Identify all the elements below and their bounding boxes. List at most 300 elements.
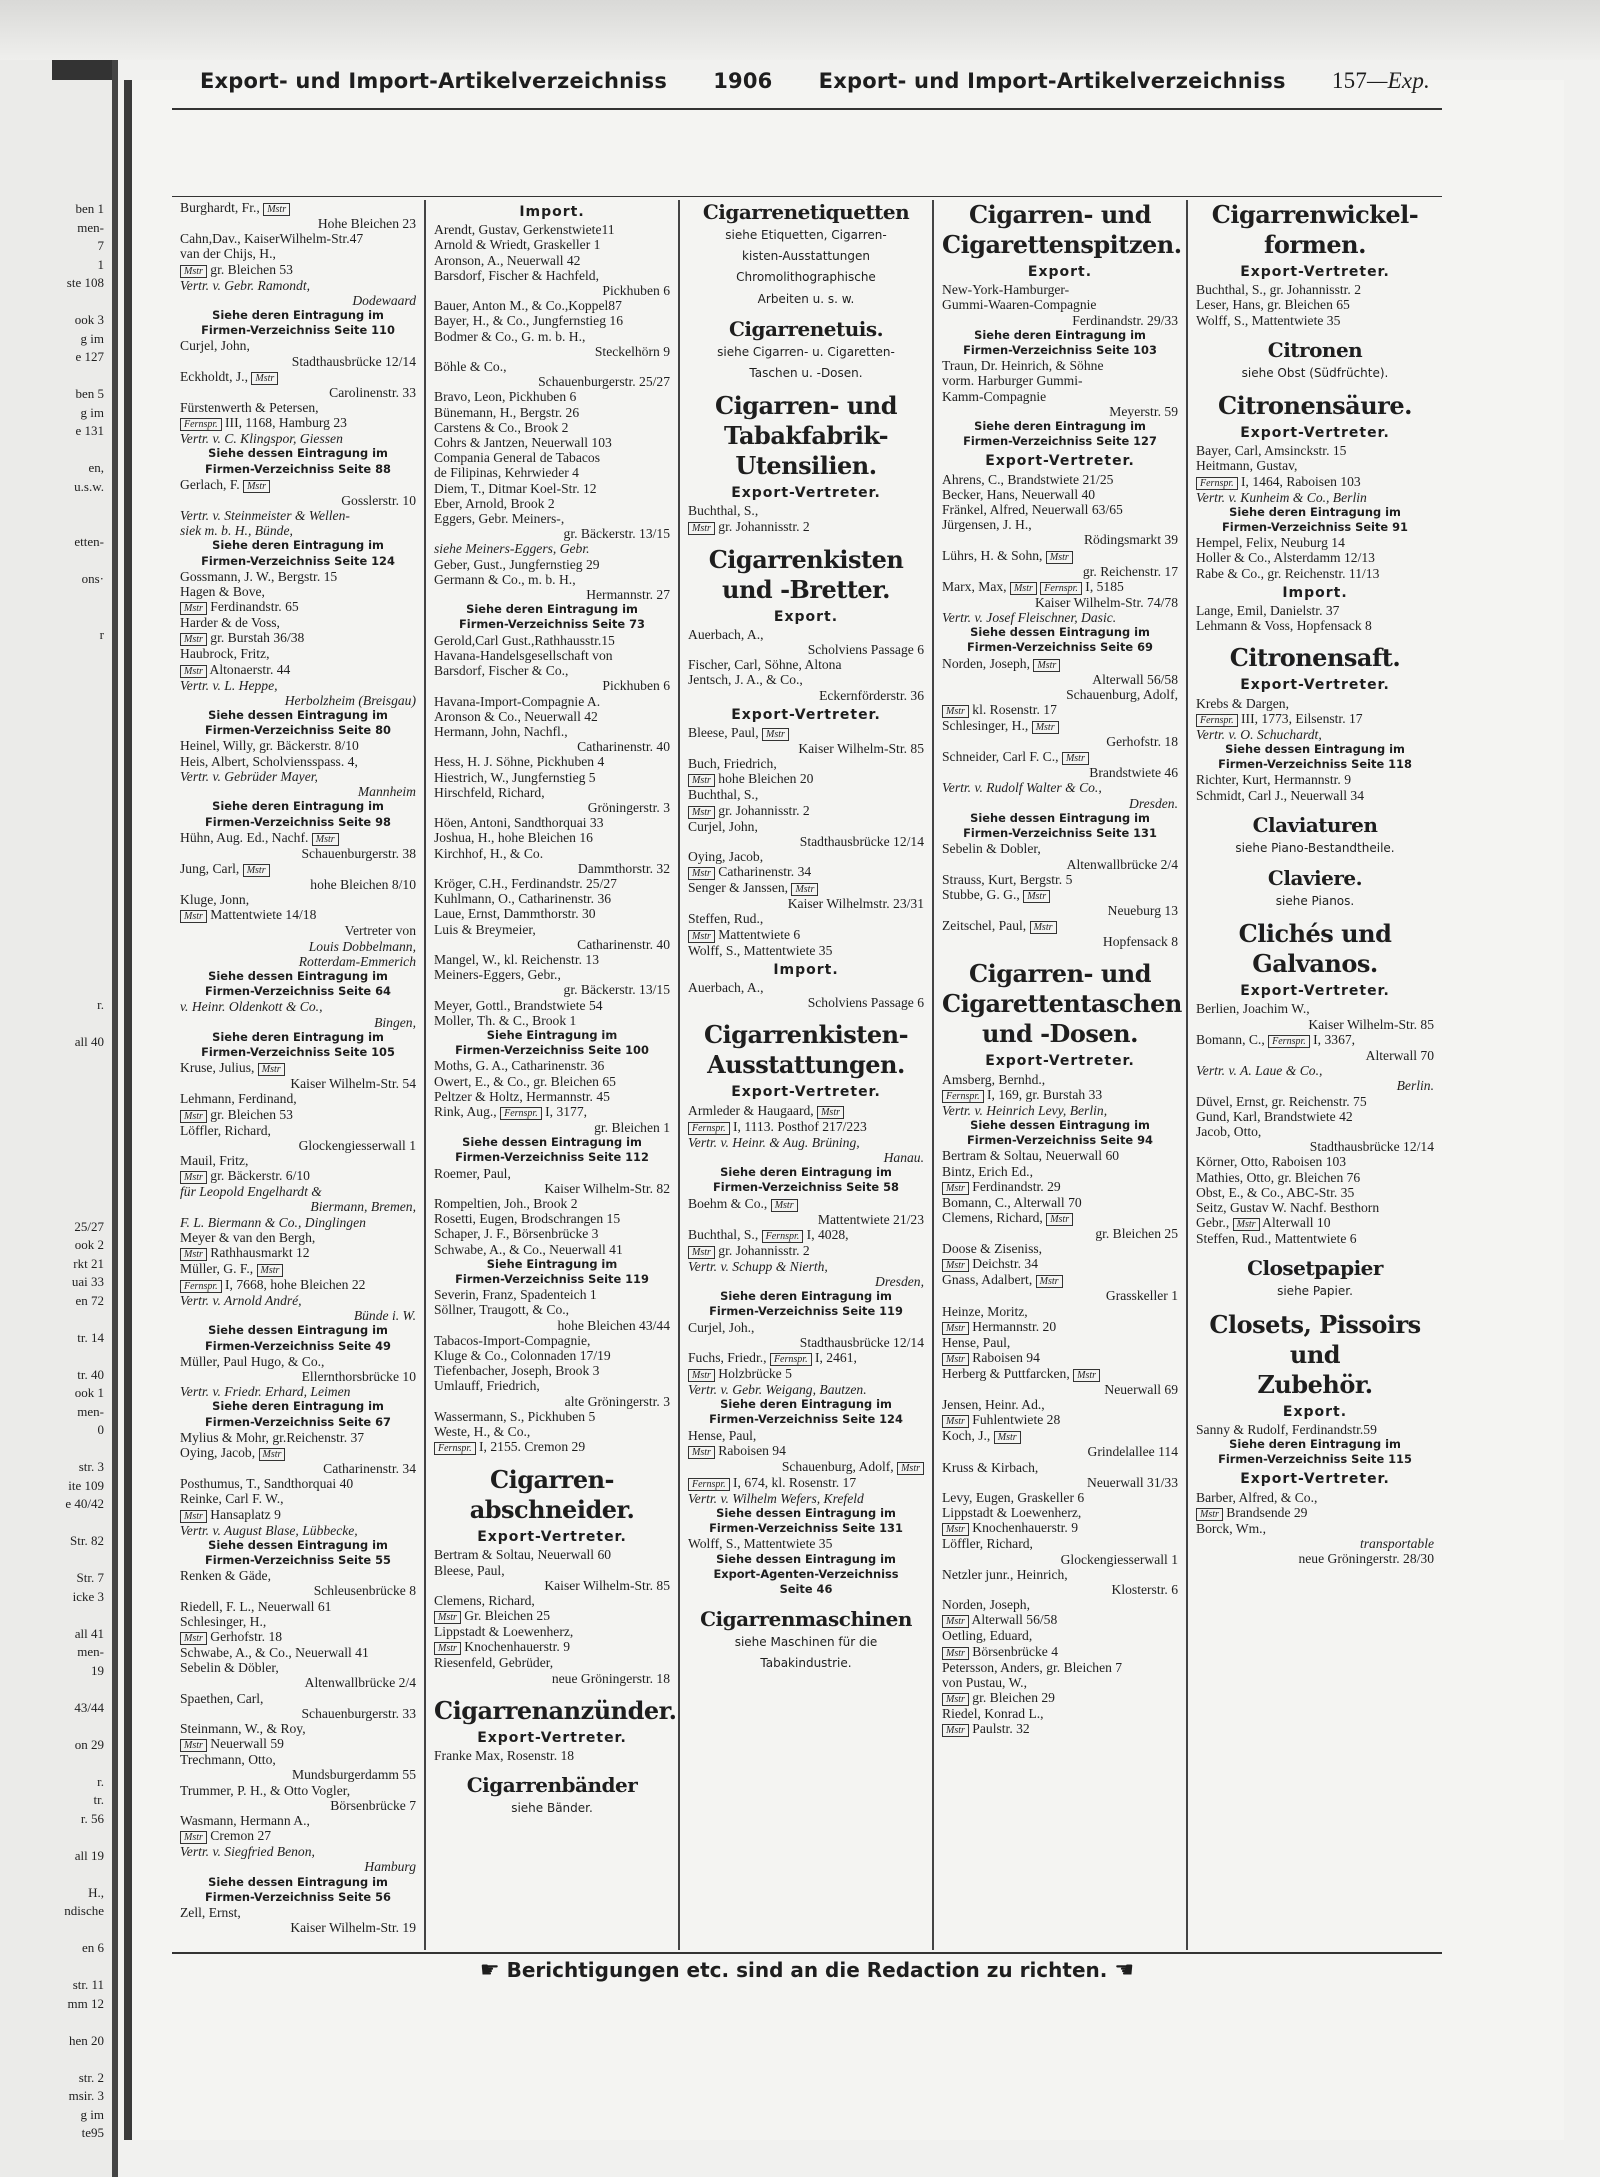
entry-line: Moths, G. A., Catharinenstr. 36: [434, 1058, 605, 1074]
sample-mark-icon: Mstr: [942, 1647, 969, 1660]
adjacent-text-fragment: [0, 1107, 112, 1126]
section-heading: [942, 200, 1182, 260]
entry-line: Trummer, P. H., & Otto Vogler,: [180, 1782, 351, 1798]
see-reference: kisten-Ausstattungen: [742, 249, 870, 264]
entry-line: Bleese, Paul, Mstr: [688, 725, 924, 741]
subsection-label: Export.: [773, 608, 839, 625]
entry-line: Kaiser Wilhelmstr. 23/31: [787, 896, 924, 912]
entry-line: Umlauff, Friedrich,: [434, 1378, 540, 1394]
entry-line: Becker, Hans, Neuerwall 40: [942, 486, 1096, 502]
entry-line: Fernspr. I, 7668, hohe Bleichen 22: [180, 1277, 416, 1293]
sample-mark-icon: Mstr: [942, 1415, 969, 1428]
sample-mark-icon: Mstr: [688, 774, 715, 787]
entry-line: Mstr Fuhlentwiete 28: [942, 1412, 1178, 1428]
sample-mark-icon: Mstr: [942, 1259, 969, 1272]
entry-line: Mstr gr. Bäckerstr. 6/10: [180, 1168, 416, 1184]
entry-line: Mstr Cremon 27: [180, 1828, 416, 1844]
sample-mark-icon: Mstr: [180, 1510, 207, 1523]
adjacent-text-fragment: all 40: [74, 1033, 104, 1049]
entry-line: Mathies, Otto, gr. Bleichen 76: [1196, 1169, 1361, 1185]
entry-line: Cohrs & Jantzen, Neuerwall 103: [434, 435, 612, 451]
pointing-hand-right-icon: ☚: [1114, 1958, 1135, 1983]
entry-line: Hiestrich, W., Jungfernstieg 5: [434, 769, 596, 785]
section-heading-line: abschneider.: [469, 1495, 635, 1525]
entry-line: Müller, G. F., Mstr: [180, 1261, 416, 1277]
section-heading-line: Citronensaft.: [1229, 643, 1401, 673]
adjacent-text-fragment: [0, 1144, 112, 1163]
cross-reference-note: Firmen-Verzeichniss Seite 124: [201, 553, 395, 568]
entry-line: Obst, E., & Co., ABC-Str. 35: [1196, 1184, 1355, 1200]
entry-line: Mannheim: [357, 784, 416, 800]
sample-mark-icon: Mstr: [180, 1831, 207, 1844]
cross-reference-note: Firmen-Verzeichniss Seite 56: [205, 1889, 391, 1904]
adjacent-text-fragment: [0, 700, 112, 719]
entry-line: Müller, Paul Hugo, & Co.,: [180, 1353, 325, 1369]
entry-line: Hense, Paul,: [688, 1427, 757, 1443]
adjacent-text-fragment: [0, 441, 112, 460]
telephone-mark-icon: Fernspr.: [500, 1107, 542, 1120]
sample-mark-icon: Mstr: [434, 1642, 461, 1655]
section-heading-line: Cigarren-: [489, 1465, 615, 1495]
section-heading-line: Ausstattungen.: [707, 1050, 905, 1080]
entry-line: Stadthausbrücke 12/14: [799, 1334, 924, 1350]
cross-reference-note: Siehe deren Eintragung im: [1229, 504, 1401, 519]
subsection-label: Export-Vertreter.: [985, 453, 1135, 470]
cross-reference-note: Firmen-Verzeichniss Seite 119: [709, 1304, 903, 1319]
columns-container: [172, 200, 1442, 1950]
entry-line: Fernspr. I, 1464, Raboisen 103: [1196, 474, 1434, 490]
entry-line: Höen, Antoni, Sandthorquai 33: [434, 815, 604, 831]
entry-line: Neuerwall 69: [1104, 1381, 1178, 1397]
adjacent-text-fragment: tr.: [93, 1792, 104, 1807]
entry-line: Oying, Jacob, Mstr: [180, 1445, 416, 1461]
see-reference: Taschen u. -Dosen.: [749, 366, 863, 381]
entry-line: Scholviens Passage 6: [807, 995, 924, 1011]
entry-line: Mstr Raboisen 94: [942, 1350, 1178, 1366]
header-left-title: Export- und Import-Artikelverzeichniss: [200, 69, 668, 93]
section-heading: Citronen: [1267, 337, 1363, 362]
adjacent-text-fragment: g im: [80, 404, 104, 420]
telephone-mark-icon: Fernspr.: [770, 1353, 812, 1366]
entry-line: Curjel, John,: [180, 338, 250, 354]
sample-mark-icon: Mstr: [180, 633, 207, 646]
entry-line: Hense, Paul,: [942, 1334, 1011, 1350]
entry-line: Sanny & Rudolf, Ferdinandstr.59: [1196, 1421, 1377, 1437]
entry-line: Mstr Mattentwiete 14/18: [180, 907, 416, 923]
section-heading-line: Utensilien.: [735, 451, 877, 481]
entry-line: Weste, H., & Co.,: [434, 1424, 531, 1440]
adjacent-text-fragment: [0, 1754, 112, 1773]
telephone-mark-icon: Fernspr.: [180, 1280, 222, 1293]
entry-line: Gosslerstr. 10: [341, 492, 416, 508]
cross-reference-note: Siehe dessen Eintragung im: [462, 1135, 642, 1150]
entry-line: Buchthal, S., gr. Johannisstr. 2: [1196, 282, 1362, 298]
cross-reference-note: Siehe deren Eintragung im: [212, 308, 384, 323]
adjacent-text-fragment: [0, 1088, 112, 1107]
entry-line: siehe Meiners-Eggers, Gebr.: [434, 541, 590, 557]
adjacent-text-fragment: g im: [80, 330, 104, 346]
entry-line: Gerold,Carl Gust.,Rathhausstr.15: [434, 632, 615, 648]
page-left-border: [124, 80, 132, 2140]
entry-line: Mstr gr. Bleichen 29: [942, 1690, 1178, 1706]
cross-reference-note: Siehe deren Eintragung im: [974, 327, 1146, 342]
adjacent-text-fragment: men-: [77, 1403, 104, 1419]
entry-line: Ferdinandstr. 29/33: [1072, 312, 1178, 328]
entry-line: Herbolzheim (Breisgau): [284, 692, 416, 708]
entry-line: Curjel, Joh.,: [688, 1319, 755, 1335]
adjacent-text-fragment: 43/44: [74, 1699, 104, 1715]
cross-reference-note: Firmen-Verzeichniss Seite 94: [967, 1133, 1153, 1148]
adjacent-text-fragment: [0, 1551, 112, 1570]
cross-reference-note: Firmen-Verzeichniss Seite 103: [963, 343, 1157, 358]
entry-line: Mstr Ferdinandstr. 65: [180, 599, 416, 615]
cross-reference-note: Firmen-Verzeichniss Seite 118: [1218, 757, 1412, 772]
entry-line: Trechmann, Otto,: [180, 1752, 276, 1768]
adjacent-text-fragment: uai 33: [71, 1274, 104, 1289]
entry-line: Richter, Kurt, Hermannstr. 9: [1196, 772, 1351, 788]
cross-reference-note: Siehe Eintragung im: [486, 1027, 618, 1042]
adjacent-text-fragment: [0, 959, 112, 978]
entry-line: Sebelin & Döbler,: [180, 1660, 279, 1676]
sample-mark-icon: Mstr: [688, 1369, 715, 1382]
entry-line: Mattentwiete 21/23: [817, 1211, 924, 1227]
cross-reference-note: Firmen-Verzeichniss Seite 69: [967, 640, 1153, 655]
section-heading-line: Cigarettenspitzen.: [942, 230, 1182, 259]
adjacent-text-fragment: [0, 681, 112, 700]
entry-line: hohe Bleichen 43/44: [557, 1317, 670, 1333]
entry-line: neue Gröningerstr. 18: [551, 1670, 670, 1686]
adjacent-text-fragment: 7: [97, 238, 104, 253]
entry-line: Oetling, Eduard,: [942, 1628, 1033, 1644]
entry-line: Bodmer & Co., G. m. b. H.,: [434, 328, 586, 344]
sample-mark-icon: Mstr: [942, 705, 969, 718]
entry-line: Arnold & Wriedt, Graskeller 1: [434, 237, 601, 253]
entry-line: Aronson & Co., Neuerwall 42: [434, 708, 598, 724]
entry-line: Arendt, Gustav, Gerkenstwiete11: [434, 222, 615, 238]
sample-mark-icon: Mstr: [942, 1724, 969, 1737]
sample-mark-icon: Mstr: [688, 522, 715, 535]
section-heading: Cigarrenmaschinen: [700, 1607, 912, 1632]
entry-line: für Leopold Engelhardt &: [180, 1184, 322, 1200]
adjacent-text-fragment: Str. 82: [70, 1533, 104, 1548]
entry-line: Norden, Joseph,: [942, 1597, 1030, 1613]
adjacent-text-fragment: [0, 1125, 112, 1144]
sample-mark-icon: Mstr: [791, 883, 818, 896]
cross-reference-note: Firmen-Verzeichniss Seite 115: [1218, 1452, 1412, 1467]
subsection-label: Export-Vertreter.: [731, 706, 881, 723]
entry-line: Mstr Holzbrücke 5: [688, 1366, 924, 1382]
entry-line: Bünemann, H., Bergstr. 26: [434, 404, 580, 420]
entry-line: Bingen,: [374, 1014, 416, 1030]
entry-line: Riedel, Konrad L.,: [942, 1706, 1044, 1721]
entry-line: von Pustau, W.,: [942, 1674, 1027, 1690]
cross-reference-note: Firmen-Verzeichniss Seite 49: [205, 1338, 391, 1353]
entry-line: Mstr Neuerwall 59: [180, 1736, 416, 1752]
sample-mark-icon: Mstr: [1046, 1213, 1073, 1226]
entry-line: Leser, Hans, gr. Bleichen 65: [1196, 297, 1350, 313]
entry-line: Altenwallbrücke 2/4: [304, 1675, 416, 1691]
entry-line: Netzler junr., Heinrich,: [942, 1566, 1068, 1582]
see-reference: siehe Bänder.: [511, 1801, 593, 1816]
section-heading-line: Cigarrenwickel-: [1211, 200, 1419, 229]
entry-line: Alterwall 70: [1365, 1047, 1434, 1063]
cross-reference-note: Siehe deren Eintragung im: [212, 538, 384, 553]
cross-reference-note: Siehe dessen Eintragung im: [716, 1551, 896, 1566]
entry-line: Curjel, John,: [688, 818, 758, 834]
entry-line: Mstr gr. Johannisstr. 2: [688, 519, 924, 535]
entry-line: Grindelallee 114: [1087, 1444, 1178, 1460]
entry-line: Mstr gr. Bleichen 53: [180, 262, 416, 278]
entry-line: Mstr Brandsende 29: [1196, 1505, 1434, 1521]
entry-line: Vertr. v. Gebrüder Mayer,: [180, 768, 318, 784]
entry-line: Hühn, Aug. Ed., Nachf. Mstr: [180, 830, 416, 846]
section-heading-line: Cigarrenkisten-: [703, 1020, 909, 1050]
entry-line: Kuhlmann, O., Catharinenstr. 36: [434, 891, 612, 907]
cross-reference-note: Firmen-Verzeichniss Seite 64: [205, 984, 391, 999]
entry-line: Havana-Handelsgesellschaft von: [434, 647, 613, 663]
sample-mark-icon: Mstr: [942, 1353, 969, 1366]
entry-line: Owert, E., & Co., gr. Bleichen 65: [434, 1073, 616, 1089]
entry-line: Kaiser Wilhelm-Str. 54: [290, 1076, 416, 1092]
sample-mark-icon: Mstr: [1196, 1508, 1223, 1521]
subsection-label: Export-Vertreter.: [1240, 1471, 1390, 1488]
entry-line: Gnass, Adalbert, Mstr: [942, 1272, 1178, 1288]
entry-line: Mstr Catharinenstr. 34: [688, 864, 924, 880]
entry-line: Kirchhof, H., & Co.: [434, 845, 544, 861]
entry-line: Glockengiesserwall 1: [1060, 1551, 1178, 1567]
adjacent-text-fragment: [0, 737, 112, 756]
entry-line: Barber, Alfred, & Co.,: [1196, 1489, 1318, 1505]
entry-line: Meyer, Gottl., Brandstwiete 54: [434, 997, 603, 1013]
adjacent-text-fragment: [0, 1181, 112, 1200]
entry-line: Kaiser Wilhelm-Str. 85: [1308, 1016, 1434, 1032]
entry-line: Hermannstr. 27: [586, 587, 670, 603]
section-heading-line: formen.: [1264, 230, 1366, 259]
adjacent-text-fragment: te95: [81, 2125, 104, 2140]
adjacent-text-fragment: ook 1: [74, 1385, 104, 1400]
entry-line: Eber, Arnold, Brook 2: [434, 495, 555, 511]
entry-line: Hopfensack 8: [1102, 934, 1178, 950]
entry-line: Mstr gr. Johannisstr. 2: [688, 1243, 924, 1259]
adjacent-text-fragment: [0, 663, 112, 682]
adjacent-text-fragment: mm 12: [67, 1995, 104, 2011]
entry-line: van der Chijs, H.,: [180, 246, 276, 262]
entry-line: Holler & Co., Alsterdamm 12/13: [1196, 550, 1375, 566]
adjacent-text-fragment: 25/27: [74, 1218, 104, 1234]
entry-line: Düvel, Ernst, gr. Reichenstr. 75: [1196, 1093, 1367, 1109]
cross-reference-note: Seite 46: [779, 1581, 833, 1596]
entry-line: Mangel, W., kl. Reichenstr. 13: [434, 951, 599, 967]
entry-line: Germann & Co., m. b. H.,: [434, 571, 576, 587]
entry-line: Dammthorstr. 32: [577, 860, 670, 876]
entry-line: Meyerstr. 59: [1109, 403, 1178, 419]
entry-line: alte Gröningerstr. 3: [564, 1393, 670, 1409]
entry-line: Vertr. v. Gebr. Weigang, Bautzen.: [688, 1381, 867, 1397]
sample-mark-icon: Mstr: [942, 1182, 969, 1195]
subsection-label: Export-Vertreter.: [1240, 425, 1390, 442]
entry-line: Lehmann & Voss, Hopfensack 8: [1196, 618, 1372, 634]
entry-line: Kamm-Compagnie: [942, 388, 1047, 404]
adjacent-text-fragment: [0, 1162, 112, 1181]
telephone-mark-icon: Fernspr.: [688, 1122, 730, 1135]
entry-line: Rabe & Co., gr. Reichenstr. 11/13: [1196, 565, 1380, 581]
entry-line: Burghardt, Fr., Mstr: [180, 200, 416, 216]
entry-line: Pickhuben 6: [602, 283, 670, 299]
sample-mark-icon: Mstr: [243, 864, 270, 877]
sample-mark-icon: Mstr: [688, 1246, 715, 1259]
entry-line: Schmidt, Carl J., Neuerwall 34: [1196, 787, 1365, 803]
entry-line: Borck, Wm.,: [1196, 1520, 1266, 1536]
entry-line: Mstr kl. Rosenstr. 17: [942, 702, 1178, 718]
sample-mark-icon: Mstr: [817, 1106, 844, 1119]
adjacent-text-fragment: en 6: [81, 1940, 104, 1955]
cross-reference-note: Siehe dessen Eintragung im: [208, 1323, 388, 1338]
adjacent-text-fragment: r.: [97, 996, 104, 1012]
adjacent-text-fragment: ben 5: [75, 386, 104, 401]
entry-line: Mylius & Mohr, gr.Reichenstr. 37: [180, 1429, 365, 1445]
sample-mark-icon: Mstr: [771, 1199, 798, 1212]
entry-line: gr. Bleichen 25: [1095, 1225, 1178, 1241]
entry-line: Vertr. v. Gebr. Ramondt,: [180, 277, 311, 293]
adjacent-text-fragment: tr. 40: [77, 1366, 104, 1382]
section-heading-line: Cigarrenkisten: [708, 544, 904, 574]
sample-mark-icon: Mstr: [688, 1446, 715, 1459]
sample-mark-icon: Mstr: [942, 1615, 969, 1628]
entry-line: Vertr. v. Steinmeister & Wellen-: [180, 508, 350, 524]
adjacent-text-fragment: [0, 774, 112, 793]
adjacent-text-fragment: [0, 1051, 112, 1070]
entry-line: F. L. Biermann & Co., Dinglingen: [180, 1214, 366, 1230]
entry-line: Luis & Breymeier,: [434, 921, 536, 937]
entry-line: Tabacos-Import-Compagnie,: [434, 1332, 591, 1348]
entry-line: Vertr. v. Kunheim & Co., Berlin: [1196, 489, 1367, 505]
entry-line: Bauer, Anton M., & Co.,Koppel87: [434, 298, 622, 314]
entry-line: Krebs & Dargen,: [1196, 695, 1289, 711]
section-heading: Claviaturen: [1252, 812, 1378, 837]
see-reference: siehe Papier.: [1277, 1284, 1353, 1299]
entry-line: Wassermann, S., Pickhuben 5: [434, 1408, 596, 1424]
entry-line: Renken & Gäde,: [180, 1568, 271, 1584]
sample-mark-icon: Mstr: [1010, 582, 1037, 595]
adjacent-text-fragment: tr. 14: [77, 1329, 104, 1345]
adjacent-text-fragment: g im: [80, 2106, 104, 2122]
entry-line: Vertr. v. A. Laue & Co.,: [1196, 1063, 1323, 1079]
entry-line: Carolinenstr. 33: [329, 384, 416, 400]
entry-line: Fränkel, Alfred, Neuerwall 63/65: [942, 502, 1123, 518]
entry-line: Steffen, Rud., Mattentwiete 6: [1196, 1231, 1357, 1247]
header-year: 1906: [713, 69, 773, 93]
entry-line: Wolff, S., Mattentwiete 35: [688, 942, 833, 958]
adjacent-text-fragment: r.: [97, 1773, 104, 1789]
entry-line: Posthumus, T., Sandthorquai 40: [180, 1476, 354, 1492]
sample-mark-icon: Mstr: [1030, 921, 1057, 934]
entry-line: transportable: [1359, 1535, 1434, 1551]
running-header: [200, 68, 1430, 102]
adjacent-text-fragment: r. 56: [80, 1810, 104, 1826]
entry-line: Levy, Eugen, Graskeller 6: [942, 1489, 1085, 1505]
entry-line: Kröger, C.H., Ferdinandstr. 25/27: [434, 875, 617, 891]
cross-reference-note: Firmen-Verzeichniss Seite 88: [205, 461, 391, 476]
entry-line: Lührs, H. & Sohn, Mstr: [942, 548, 1178, 564]
telephone-mark-icon: Fernspr.: [1040, 582, 1082, 595]
entry-line: Fernspr. III, 1773, Eilsenstr. 17: [1196, 711, 1434, 727]
adjacent-text-fragment: etten-: [74, 534, 104, 549]
entry-line: Grasskeller 1: [1105, 1288, 1178, 1304]
entry-line: Vertr. v. Heinrich Levy, Berlin,: [942, 1102, 1108, 1118]
entry-line: Joshua, H., hohe Bleichen 16: [434, 830, 593, 846]
entry-line: Stadthausbrücke 12/14: [1309, 1139, 1434, 1155]
entry-line: Gummi-Waaren-Compagnie: [942, 297, 1097, 313]
adjacent-text-fragment: hen 20: [68, 2032, 104, 2048]
section-heading-line: Cigarren- und: [714, 391, 898, 421]
entry-line: Fernspr. III, 1168, Hamburg 23: [180, 415, 416, 431]
entry-line: Spaethen, Carl,: [180, 1690, 264, 1706]
section-heading: [1196, 200, 1434, 260]
cross-reference-note: Siehe deren Eintragung im: [720, 1289, 892, 1304]
see-reference: Tabakindustrie.: [760, 1656, 852, 1671]
entry-line: Hirschfeld, Richard,: [434, 784, 545, 800]
entry-line: Meiners-Eggers, Gebr.,: [434, 967, 561, 983]
entry-line: Berlien, Joachim W.,: [1196, 1001, 1310, 1017]
entry-line: Mstr Hermannstr. 20: [942, 1319, 1178, 1335]
adjacent-text-fragment: [0, 367, 112, 386]
see-reference: Chromolithographische: [736, 270, 876, 285]
cross-reference-note: Siehe dessen Eintragung im: [208, 968, 388, 983]
entry-line: Berlin.: [1396, 1078, 1434, 1094]
adjacent-text-fragment: ook 2: [74, 1237, 104, 1252]
subsection-label: Export-Vertreter.: [985, 1053, 1135, 1070]
entry-line: Biermann, Bremen,: [310, 1199, 416, 1215]
telephone-mark-icon: Fernspr.: [1196, 714, 1238, 727]
entry-line: Rosetti, Eugen, Brodschrangen 15: [434, 1211, 621, 1227]
cross-reference-note: Siehe dessen Eintragung im: [970, 1117, 1150, 1132]
entry-line: Heis, Albert, Scholviensspass. 4,: [180, 753, 358, 769]
entry-line: Vertr. v. C. Klingspor, Giessen: [180, 431, 343, 447]
sample-mark-icon: Mstr: [259, 1448, 286, 1461]
adjacent-text-fragment: [0, 1199, 112, 1218]
subsection-label: Import.: [773, 961, 839, 978]
cross-reference-note: Siehe dessen Eintragung im: [208, 708, 388, 723]
entry-line: Schlesinger, H., Mstr: [942, 718, 1178, 734]
entry-line: Auerbach, A.,: [688, 626, 764, 642]
see-reference: siehe Piano-Bestandtheile.: [1235, 840, 1395, 855]
section-heading: Cigarrenbänder: [466, 1773, 638, 1798]
section-heading-line: Zubehör.: [1257, 1369, 1373, 1399]
entry-line: Mstr Mattentwiete 6: [688, 927, 924, 943]
entry-line: Jentsch, J. A., & Co.,: [688, 672, 803, 688]
entry-line: Vertr. v. Friedr. Erhard, Leimen: [180, 1384, 351, 1400]
adjacent-text-fragment: [0, 848, 112, 867]
entry-line: Mstr gr. Bleichen 53: [180, 1107, 416, 1123]
entry-line: Vertr. v. O. Schuchardt,: [1196, 726, 1322, 742]
entry-line: Mstr gr. Johannisstr. 2: [688, 803, 924, 819]
entry-line: Traun, Dr. Heinrich, & Söhne: [942, 358, 1104, 374]
cross-reference-note: Firmen-Verzeichniss Seite 110: [201, 323, 395, 338]
entry-line: Steckelhörn 9: [594, 343, 670, 359]
subsection-label: Import.: [1282, 584, 1348, 601]
adjacent-text-fragment: 0: [97, 1422, 104, 1437]
see-reference: siehe Cigarren- u. Cigaretten-: [717, 344, 895, 359]
entry-line: Bayer, H., & Co., Jungfernstieg 16: [434, 313, 623, 329]
entry-line: Schaper, J. F., Börsenbrücke 3: [434, 1226, 599, 1242]
adjacent-text-fragment: [0, 755, 112, 774]
section-heading: [688, 1020, 924, 1080]
adjacent-text-fragment: str. 11: [72, 1977, 104, 1992]
subsection-label: Export-Vertreter.: [731, 485, 881, 502]
entry-line: Gerhofstr. 18: [1106, 734, 1178, 750]
entry-line: Eckholdt, J., Mstr: [180, 369, 416, 385]
entry-line: Mstr Börsenbrücke 4: [942, 1644, 1178, 1660]
